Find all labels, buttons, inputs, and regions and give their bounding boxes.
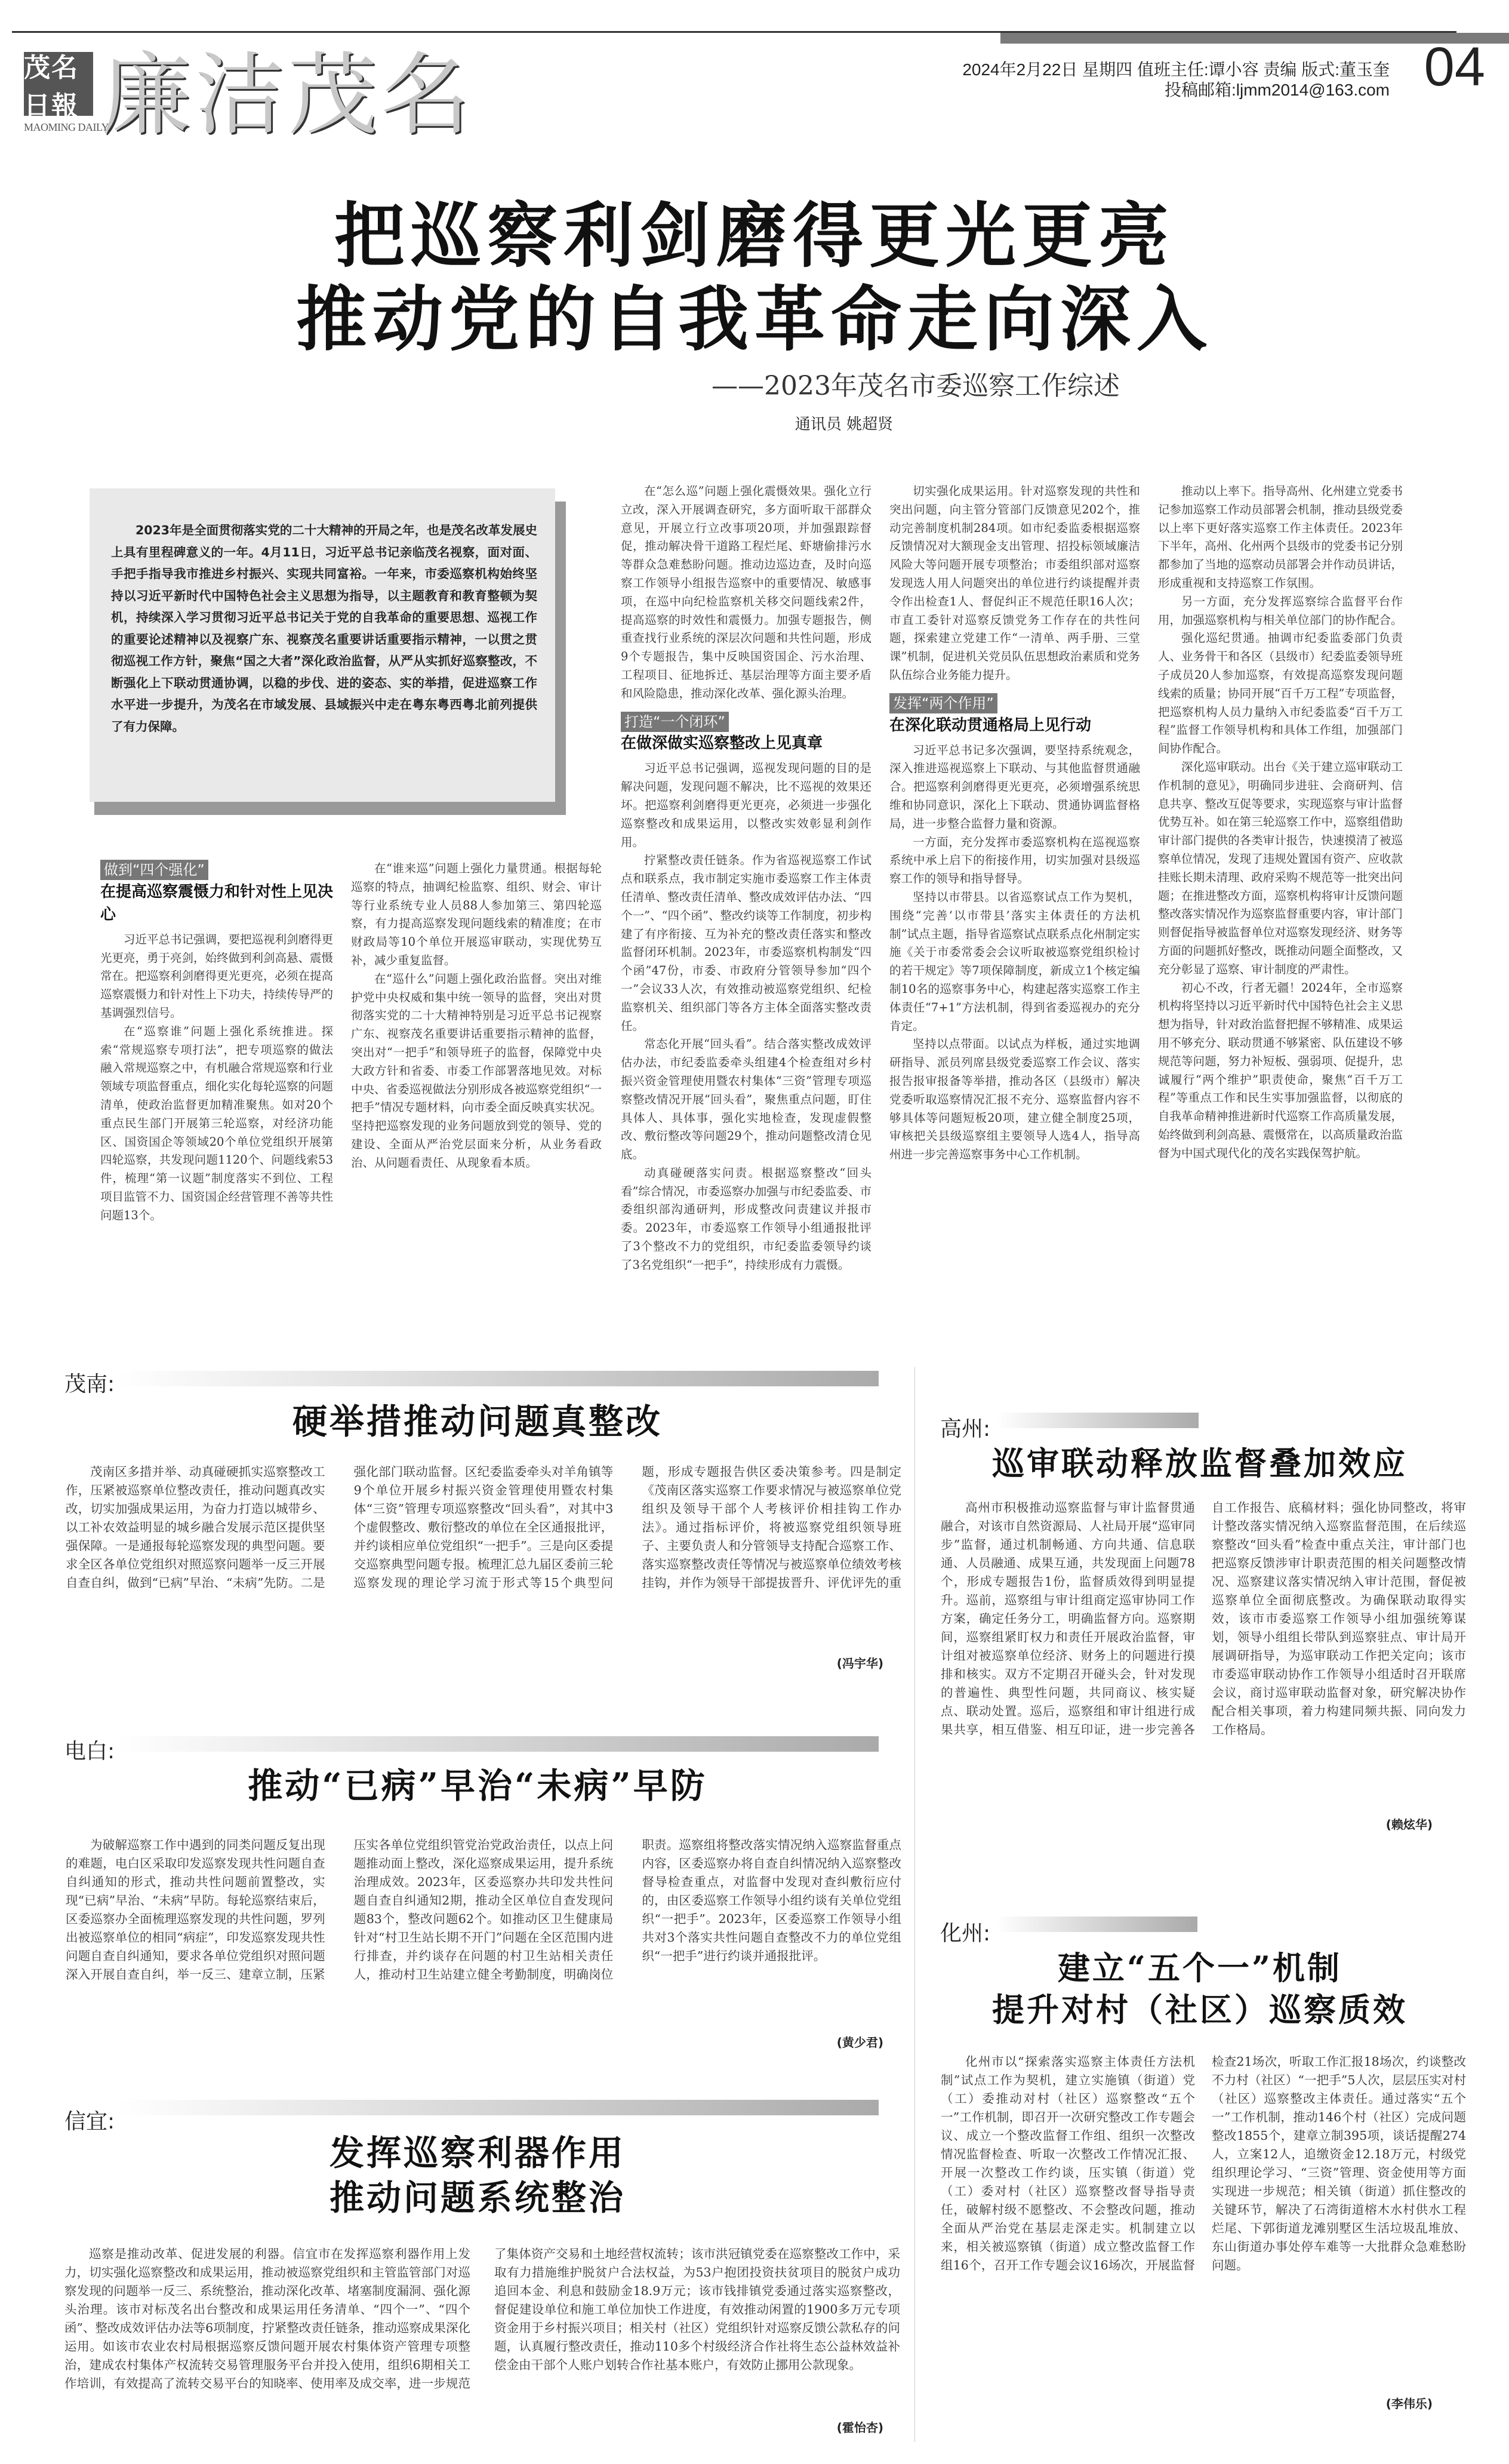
maonan-title: 硬举措推动问题真整改 [292,1401,663,1442]
article-column-2 [351,860,602,1313]
sec1-para: 在“谁来巡”问题上强化力量贯通。根据每轮巡察的特点，抽调纪检监察、组织、财会、审计等行业系统专业人员88人参加第三、第四轮巡察，有力提高巡察发现问题线索的精准度；在市财政局等10个单位开展巡审联动，实现优势互补，减少重复监督。 [351,862,602,967]
intro-box: 2023年是全面贯彻落实党的二十大精神的开局之年，也是茂名改革发展史上具有里程碑意义的一年。4月11日，习近平总书记亲临茂名视察，面对面、手把手指导我市推进乡村振兴、实现共同富裕。一年来，市委巡察机构始终坚持以习近平新时代中国特色社会主义思想为指导，以主题教育和教育整顿为契机，持续深入学习贯彻习近平总书记关于党的自我革命的重要思想、巡视工作的重要论述精神以及视察广东、视察茂名重要讲话重要指示精神，一以贯之贯彻巡视工作方针，聚焦“国之大者”深化政治监督，从严从实抓好巡察整改，不断强化上下联动贯通协调，以稳的步伐、进的姿态、实的举措，促进巡察工作水平进一步提升，为茂名在市域发展、县域振兴中走在粤东粤西粤北前列提供了有力保障。 [90,488,555,802]
xinyi-body [64,2245,900,2430]
region-label-huazhou: 化州: [940,1921,991,1946]
sec2-title: 在做深做实巡察整改上见真章 [621,734,823,753]
huazhou-body [941,2053,1466,2393]
sec1-tag: 做到“四个强化” [100,860,208,880]
sec3-para: 强化巡纪贯通。抽调市纪委监委部门负责人、业务骨干和各区（县级市）纪委监委领导班子成员20人参加巡察，有效提高巡察发现问题线索的质量；协同开展“百千万工程”专项监督，把巡察机构人员力量纳入市纪委监委“百千万工程”监督工作领导机构和具体工作组，加强部门间协作配合。 [1158,631,1403,756]
xinyi-author: (霍怡杏) [836,2420,883,2435]
sec2-para: 习近平总书记强调，巡视发现问题的目的是解决问题，发现问题不解决，比不巡视的效果还坏。把巡察利剑磨得更光更亮，必须进一步强化巡察整改和成果运用，以整改实效彰显利剑作用。 [621,761,871,849]
article-column-3 [621,482,871,1313]
region-label-gaozhou: 高州: [940,1417,991,1441]
headline-subtitle: ——2023年茂名市委巡察工作综述 [712,371,1120,401]
sec2-para: 拧紧整改责任链条。作为省巡视巡察工作试点和联系点，我市制定实施市委巡察工作主体责任清单、整改责任清单、整改成效评估办法、“四个一”、“四个函”、整改约谈等工作制度，初步构建了有序衔接、互为补充的整改责任落实和整改监督闭环机制。2023年，市委巡察机构制发“四个函”47份，市委、市政府分管领导参加“四个一”会议33人次，有效推动被巡察党组织、纪检监察机关、组织部门等各方主体全面落实整改责任。 [621,853,871,1033]
region-bar [997,1413,1199,1428]
sec1-para: 在“怎么巡”问题上强化震慑效果。强化立行立改，深入开展调查研究，多方面听取干部群众意见，开展立行立改事项20项，并加强跟踪督促，推动解决骨干道路工程烂尾、虾塘偷排污水等群众急难愁盼问题。推动边巡边查，及时向巡察工作领导小组报告巡察中的重要情况、敏感事项，在巡中向纪检监察机关移交问题线索2件，提高巡察的时效性和震慑力。加强专题报告，侧重查找行业系统的深层次问题和共性问题，形成9个专题报告，集中反映国资国企、污水治理、工程项目、征地拆迁、基层治理等方面主要矛盾和风险隐患，推动深化改革、强化源头治理。 [621,484,871,700]
maonan-author: (冯宇华) [836,1656,883,1671]
sec1-para: 在“巡察谁”问题上强化系统推进。探索“常规巡察专项打法”，把专项巡察的做法融入常规巡察之中，有机融合常规巡察和行业领域专项监督重点，细化实化每轮巡察的问题清单，使政治监督更加精准聚焦。如对20个重点民生部门开展第三轮巡察，对经济功能区、国资国企等领域20个单位党组织开展第四轮巡察，共发现问题1120个、问题线索53件，梳理“第一议题”制度落实不到位、工程项目监管不力、国资国企经营管理不善等共性问题13个。 [100,1024,333,1222]
region-label-maonan: 茂南: [64,1372,115,1396]
sec1-title: 在提高巡察震慑力和针对性上见决心 [100,882,333,924]
sec2-para: 切实强化成果运用。针对巡察发现的共性和突出问题，向主管分管部门反馈意见202个，推动完善制度机制284项。如市纪委监委根据巡察反馈情况对大额现金支出管理、招投标领域廉洁风险大等问题开展专项整治；市委组织部对巡察发现选人用人问题突出的单位进行约谈提醒并责令作出检查1人、督促纠正不规范任职16人次；市直工委针对巡察反馈党务工作存在的共性问题，探索建立党建工作“一清单、两手册、三堂课”机制，促进机关党员队伍思想政治素质和党务队伍综合业务能力提升。 [889,484,1140,682]
sec3-para: 坚持以点带面。以试点为样板，通过实地调研指导、派员列席县级党委巡察工作会议、落实报告报审报备等举措，推动各区（县级市）解决党委听取巡察情况汇报不充分、巡察监督内容不够具体等问题短板20项，建立健全制度25项，审核把关县级巡察组主要领导人选4人，指导高州进一步完善巡察事务中心工作机制。 [889,1037,1140,1162]
maonan-text: 茂南区多措并举、动真碰硬抓实巡察整改工作，压紧被巡察单位整改责任，推动问题真改实改，切实加强成果运用，为奋力打造以城带乡、以工补农效益明显的城乡融合发展示范区提供坚强保障。一是通报每轮巡察发现的典型问题。要求全区各单位党组织对照巡察问题举一反三开展自查自纠，做到“已病”早治、“未病”先防。二是强化部门联动监督。区纪委监委牵头对羊角镇等9个单位开展乡村振兴资金管理使用暨农村集体“三资”管理专项巡察整改“回头看”，对其中3个虚假整改、敷衍整改的单位在全区通报批评，并约谈相应单位党组织“一把手”。三是向区委提交巡察典型问题专报。梳理汇总九届区委前三轮巡察发现的理论学习流于形式等15个典型问题，形成专题报告供区委决策参考。四是制定《茂南区落实巡察工作要求情况与被巡察单位党组织及领导干部个人考核评价相挂钩工作办法》。通过指标评价，将被巡察党组织领导班子、主要负责人和分管领导支持配合巡察工作、落实巡察整改责任等情况与被巡察单位绩效考核挂钩，并作为领导干部提拔晋升、评优评先的重 [66,1465,901,1590]
sec3-title: 在深化联动贯通格局上见行动 [889,716,1092,734]
newspaper-logo: 茂名日報 [24,52,93,116]
huazhou-author: (李伟乐) [1385,2397,1433,2411]
region-bar [117,2100,879,2115]
region-bar [996,1917,1197,1932]
huazhou-text: 化州市以“探索落实巡察主体责任方法机制”试点工作为契机，建立实施镇（街道）党（工）委推动对村（社区）巡察整改“五个一”工作机制，即召开一次研究整改工作专题会议、成立一个整改监督工作组、组织一次整改情况监督检查、听取一次整改工作情况汇报、开展一次整改工作约谈，压实镇（街道）党（工）委对村（社区）巡察整改督导指导责任，破解村级不愿整改、不会整改问题，推动全面从严治党在基层走深走实。机制建立以来，相关被巡察镇（街道）成立整改监督工作组16个，召开工作专题会议16场次，开展监督检查21场次，听取工作汇报18场次，约谈整改不力村（社区）“一把手”5人次，层层压实对村（社区）巡察整改主体责任。通过落实“五个一”工作机制，推动146个村（社区）完成问题整改1855个，建章立制395项，谈话提醒274人，立案12人，追缴资金12.18万元，村级党组织理论学习、“三资”管理、资金使用等方面实现进一步规范；相关镇（街道）抓住整改的关键环节，解决了石湾街道榕木水村供水工程烂尾、下郭街道龙滩别墅区生活垃圾乱堆放、东山街道办事处停车难等一大批群众急难愁盼问题。 [941,2054,1466,2272]
section-title: 廉洁茂名 [101,44,475,147]
sec3-para: 坚持以市带县。以省巡察试点工作为契机，围绕“完善‘以市带县’落实主体责任的方法机制”试点主题，指导省巡察试点联系点化州制定实施《关于市委常委会会议听取被巡察党组织检讨的若干规定》等7项保障制度，新成立1个核定编制10名的巡察事务中心，构建起落实巡察工作主体责任“7+1”方法机制，得到省委巡视办的充分肯定。 [889,890,1140,1033]
dianbai-title: 推动“已病”早治“未病”早防 [248,1765,707,1806]
sec1-para: 习近平总书记强调，要把巡视利剑磨得更光更亮，勇于亮剑，始终做到利剑高悬、震慑常在。把巡察利剑磨得更光更亮，必须在提高巡察震慑力和针对性上下功夫，持续传导严的基调强烈信号。 [100,932,333,1020]
article-column-5 [1158,482,1403,1313]
sec2-para: 动真碰硬落实问责。根据巡察整改“回头看”综合情况，市委巡察办加强与市纪委监委、市委组织部沟通研判，形成整改问责建议并报市委。2023年，市委巡察工作领导小组通报批评了3个整改不力的党组织，市纪委监委领导约谈了3名党组织“一把手”，持续形成有力震慑。 [621,1165,871,1272]
huazhou-title-line2: 提升对村（社区）巡察质效 [992,1991,1408,2029]
region-bar [117,1736,879,1752]
huazhou-title-line1: 建立“五个一”机制 [1057,1949,1342,1987]
headline-line1: 把巡察利剑磨得更光更亮 [334,194,1175,277]
sec3-para: 初心不改，行者无疆！2024年，全市巡察机构将坚持以习近平新时代中国特色社会主义思想为指导，针对政治监督把握不够精准、成果运用不够充分、联动贯通不够紧密、队伍建设不够规范等问题，努力补短板、强弱项、促提升，忠诚履行“两个维护”职责使命，聚焦“百千万工程”等重点工作和民生实事加强监督，以彻底的自我革命精神推进新时代巡察工作高质量发展，始终做到利剑高悬、震慑常在，以高质量政治监督为中国式现代化的茂名实践保驾护航。 [1158,980,1403,1160]
sec3-para: 深化巡审联动。出台《关于建立巡审联动工作机制的意见》，明确同步进驻、会商研判、信息共享、整改互促等要求，实现巡察与审计监督优势互补。如在第三轮巡察工作中，巡察组借助审计部门提供的各类审计报告，快速摸清了被巡察单位情况，发现了违规处置国有资产、应收款挂账长期未清理、政府采购不规范等一批突出问题；在推进整改方面，巡察机构将审计反馈问题整改落实情况作为巡察监督重要内容，审计部门则督促指导被监督单位对巡察发现经济、财务等方面的问题抓好整改，既推动问题全面整改，又充分彰显了巡察、审计制度的严肃性。 [1158,759,1403,976]
sec2-tag: 打造“一个闭环” [621,712,729,732]
dianbai-author: (黄少君) [836,2035,883,2050]
region-label-dianbai: 电白: [64,1739,115,1764]
byline: 通讯员 姚超贤 [794,416,894,433]
xinyi-title-line2: 推动问题系统整治 [329,2177,626,2218]
sec3-para: 习近平总书记多次强调，要坚持系统观念，深入推进巡视巡察上下联动、与其他监督贯通融合。把巡察利剑磨得更光更亮，必须增强系统思维和协同意识，深化上下联动、贯通协调监督格局，进一步整合监督力量和资源。 [889,743,1140,830]
dianbai-body [66,1836,901,2033]
xinyi-title-line1: 发挥巡察利器作用 [329,2133,626,2173]
date-line: 2024年2月22日 星期四 值班主任:谭小容 责编 版式:董玉奎 [962,60,1390,79]
maonan-body [66,1463,901,1600]
headline-line2: 推动党的自我革命走向深入 [295,278,1213,361]
edition-meta [962,60,1390,100]
newspaper-logo-en: MAOMING DAILY [24,121,109,133]
sec2-para: 常态化开展“回头看”。结合落实整改成效评估办法，市纪委监委牵头组建4个检查组对乡村振兴资金管理使用暨农村集体“三资”管理专项巡察整改情况开展“回头看”，聚焦重点问题，盯住具体人、具体事，强化实地检查，发现虚假整改、敷衍整改等问题29个，推动问题整改清仓见底。 [621,1037,871,1162]
dianbai-text: 为破解巡察工作中遇到的同类问题反复出现的难题，电白区采取印发巡察发现共性问题自查自纠通知的形式，推动共性问题前置整改，实现“已病”早治、“未病”早防。每轮巡察结束后，区委巡察办全面梳理巡察发现的共性问题，罗列出被巡察单位的相同“病症”，印发巡察发现共性问题自查自纠通知，要求各单位党组织对照问题深入开展自查自纠，举一反三、建章立制，压紧压实各单位党组织管党治党政治责任，以点上问题推动面上整改，深化巡察成果运用，提升系统治理成效。2023年，区委巡察办共印发共性问题自查自纠通知2期，推动全区单位自查发现问题83个，整改问题62个。如推动区卫生健康局针对“村卫生站长期不开门”问题在全区范围内进行排查，并约谈存在问题的村卫生站相关责任人，推动村卫生站建立健全考勤制度，明确岗位职责。巡察组将整改落实情况纳入巡察监督重点内容，区委巡察办将自查自纠情况纳入巡察整改督导检查重点，对监督中发现对查纠敷衍应付的，由区委巡察工作领导小组约谈有关单位党组织“一把手”。2023年，区委巡察工作领导小组共对3个落实共性问题自查整改不力的单位党组织“一把手”进行约谈并通报批评。 [66,1838,901,1982]
sec1-para: 在“巡什么”问题上强化政治监督。突出对维护党中央权威和集中统一领导的监督，突出对贯彻落实党的二十大精神特别是习近平总书记视察广东、视察茂名重要讲话重要指示精神的监督，突出对“一把手”和领导班子的监督，保障党中央大政方针和省委、市委工作部署落地见效。对标中央、省委巡视做法分别形成各被巡察党组织“一把手”情况专题材料，向市委全面反映真实状况。坚持把巡察发现的业务问题放到党的领导、党的建设、全面从严治党层面来分析，从业务看政治、从问题看责任、从现象看本质。 [351,971,602,1170]
xinyi-text: 巡察是推动改革、促进发展的利器。信宜市在发挥巡察利器作用上发力，切实强化巡察整改和成果运用，推动被巡察党组织和主管监管部门对巡察发现的问题举一反三、系统整治，推动深化改革、堵塞制度漏洞、强化源头治理。该市对标茂名出台整改和成果运用任务清单、“四个一”、“四个函”、整改成效评估办法等6项制度，拧紧整改责任链条，推动巡察成果深化运用。如该市农业农村局根据巡察反馈问题开展农村集体资产管理专项整治，建成农村集体产权流转交易管理服务平台并投入使用，组织6期相关工作培训，有效提高了流转交易平台的知晓率、使用率及成交率，进一步规范了集体资产交易和土地经营权流转；该市洪冠镇党委在巡察整改工作中，采取有力措施维护脱贫户合法权益，为53户抱团投资扶贫项目的脱贫户成功追回本金、利息和鼓励金18.9万元；该市钱排镇党委通过落实巡察整改，督促建设单位和施工单位加快工作进度，有效推动闲置的1900多万元专项资金用于乡村振兴项目；相关村（社区）党组织针对巡察反馈公款私存的问题，认真履行整改责任，推动110多个村级经济合作社将生态公益林效益补偿金由干部个人账户划转合作社基本账户，有效防止挪用公款现象。 [64,2247,900,2391]
gaozhou-text: 高州市积极推动巡察监督与审计监督贯通融合，对该市自然资源局、人社局开展“巡审同步”监督，通过机制畅通、方向共通、信息联通、人员融通、成果互通，共发现面上问题78个，形成专题报告1份，监督质效得到明显提升。巡前，巡察组与审计组商定巡审协同工作方案，确定任务分工，明确监督方向。巡察期间，巡察组紧盯权力和责任开展政治监督，审计组对被巡察单位经济、财务上的问题进行摸排和核实。双方不定期召开碰头会，针对发现的普遍性、典型性问题，共同商议、核实疑点、联动处置。巡后，巡察组和审计组进行成果共享，相互借鉴、相互印证，进一步完善各自工作报告、底稿材料；强化协同整改，将审计整改落实情况纳入巡察监督范围，在后续巡察整改“回头看”检查中重点关注，审计部门也把巡察反馈涉审计职责范围的相关问题整改情况、巡察建议落实情况纳入审计范围，督促被巡察单位全面彻底整改。为确保联动取得实效，该市市委巡察工作领导小组加强统筹谋划，领导小组组长带队到巡察驻点、审计局开展调研指导，为巡审联动工作把关定向；该市市委巡审联动协作工作领导小组适时召开联席会议，商讨巡审联动监督对象，研究解决协作配合相关事项，着力构建同频共振、同向发力工作格局。 [941,1500,1466,1737]
gaozhou-body [941,1499,1466,1821]
region-label-xinyi: 信宜: [64,2109,115,2134]
article-column-1 [100,860,333,1313]
gaozhou-title: 巡审联动释放监督叠加效应 [992,1444,1408,1482]
page-number: 04 [1424,36,1485,97]
article-column-4 [889,482,1140,1313]
sec3-para: 另一方面，充分发挥巡察综合监督平台作用，加强巡察机构与相关单位部门的协作配合。 [1158,594,1403,627]
email-line: 投稿邮箱:ljmm2014@163.com [1165,81,1390,99]
gaozhou-author: (赖炫华) [1385,1817,1433,1832]
sec3-para: 一方面，充分发挥市委巡察机构在巡视巡察系统中承上启下的衔接作用，切实加强对县级巡察工作的领导和指导督导。 [889,835,1140,886]
region-bar [117,1371,879,1386]
sec3-para: 推动以上率下。指导高州、化州建立党委书记参加巡察工作动员部署会机制，推动县级党委以上率下更好落实巡察工作主体责任。2023年下半年，高州、化州两个县级市的党委书记分别都参加了当地的巡察动员部署会并作动员讲话，形成重视和支持巡察工作氛围。 [1158,484,1403,590]
sec3-tag: 发挥“两个作用” [889,693,997,713]
column-divider [914,1367,915,2442]
